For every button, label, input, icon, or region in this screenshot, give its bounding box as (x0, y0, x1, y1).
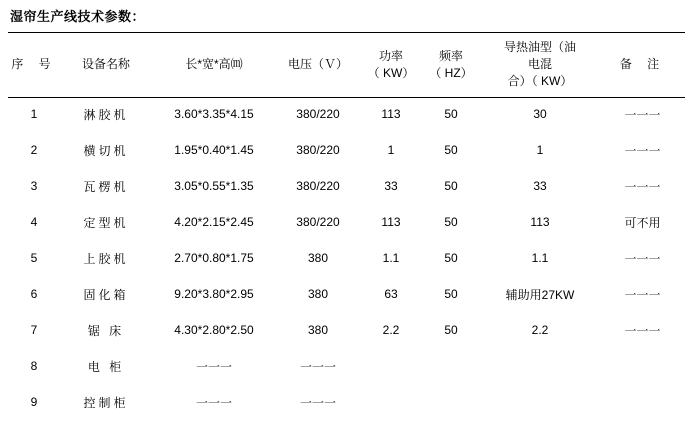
cell-power (360, 348, 422, 384)
table-row (8, 240, 685, 276)
cell-frequency: 50 (444, 179, 458, 193)
cell-name: 锯 床 (87, 323, 125, 338)
cell-oil: 辅助用27KW (505, 287, 575, 302)
cell-frequency (422, 384, 480, 420)
cell-voltage: 380/220 (296, 107, 340, 121)
column-header-oil (480, 33, 600, 96)
cell-oil: 33 (533, 179, 547, 193)
cell-index: 1 (30, 107, 38, 121)
cell-frequency: 50 (444, 251, 458, 265)
column-header-frequency (422, 33, 480, 96)
column-header-oil-line3: 合）（ KW） (507, 74, 573, 88)
cell-dimension: 1.95*0.40*1.45 (174, 143, 254, 157)
column-header-power-line2: （ KW） (367, 65, 415, 80)
cell-voltage: 380 (307, 251, 329, 265)
cell-voltage: 一一一 (299, 395, 336, 410)
table-row (8, 312, 685, 348)
cell-voltage: 380 (307, 323, 329, 337)
cell-index: 4 (30, 215, 38, 229)
table-row (8, 348, 685, 384)
column-header-power-line1: 功率 (378, 48, 403, 63)
cell-power: 1.1 (382, 251, 400, 265)
cell-name: 瓦楞机 (83, 179, 129, 194)
cell-power: 33 (384, 179, 398, 193)
table-body (8, 96, 685, 420)
column-header-frequency-line2: （ HZ） (429, 65, 473, 80)
cell-frequency (422, 348, 480, 384)
cell-note (600, 348, 685, 384)
cell-frequency: 50 (444, 323, 458, 337)
cell-power (360, 384, 422, 420)
cell-power: 2.2 (382, 323, 400, 337)
cell-oil: 1 (536, 143, 544, 157)
column-header-oil-line1: 导热油型（油 (503, 40, 576, 54)
cell-voltage: 一一一 (299, 359, 336, 374)
cell-voltage: 380/220 (296, 143, 340, 157)
table-row (8, 204, 685, 240)
cell-dimension: 3.05*0.55*1.35 (174, 179, 254, 193)
column-header-frequency-line1: 频率 (438, 48, 463, 63)
cell-index: 8 (30, 359, 38, 373)
column-header-power (360, 33, 422, 96)
table-header-row (8, 33, 685, 96)
cell-power: 113 (381, 215, 401, 229)
table-row (8, 276, 685, 312)
cell-name: 固化箱 (83, 287, 129, 302)
cell-frequency: 50 (444, 215, 458, 229)
cell-index: 7 (30, 323, 38, 337)
table-row (8, 168, 685, 204)
cell-oil: 113 (530, 215, 550, 229)
cell-dimension: 9.20*3.80*2.95 (174, 287, 254, 301)
cell-frequency: 50 (444, 107, 458, 121)
cell-voltage: 380/220 (296, 215, 340, 229)
cell-index: 5 (30, 251, 38, 265)
cell-index: 2 (30, 143, 38, 157)
column-header-name: 设备名称 (81, 57, 130, 71)
cell-dimension: 2.70*0.80*1.75 (174, 251, 254, 265)
cell-name: 淋胶机 (83, 107, 129, 122)
column-header-dimension: 长*宽*高⒨ (185, 57, 243, 71)
table-row (8, 132, 685, 168)
cell-oil (480, 348, 600, 384)
cell-name: 横切机 (83, 143, 129, 158)
cell-dimension: 4.30*2.80*2.50 (174, 323, 254, 337)
page-title: 湿帘生产线技术参数： (10, 9, 146, 24)
column-header-note: 备 注 (619, 57, 666, 71)
cell-power: 1 (387, 143, 395, 157)
cell-index: 6 (30, 287, 38, 301)
cell-name: 上胶机 (83, 251, 129, 266)
cell-dimension: 一一一 (195, 395, 232, 410)
cell-note: 一一一 (624, 323, 661, 338)
cell-dimension: 4.20*2.15*2.45 (174, 215, 254, 229)
cell-dimension: 3.60*3.35*4.15 (174, 107, 254, 121)
cell-index: 9 (30, 395, 38, 409)
column-header-index: 序 号 (11, 57, 57, 71)
cell-note: 一一一 (624, 179, 661, 194)
cell-note: 一一一 (624, 143, 661, 158)
cell-frequency: 50 (444, 143, 458, 157)
cell-name: 定型机 (83, 215, 129, 230)
table-row (8, 96, 685, 132)
cell-voltage: 380/220 (296, 179, 340, 193)
cell-note: 一一一 (624, 107, 661, 122)
cell-note: 一一一 (624, 251, 661, 266)
cell-voltage: 380 (307, 287, 329, 301)
cell-note: 可不用 (624, 215, 661, 230)
cell-frequency: 50 (444, 287, 458, 301)
cell-oil: 30 (533, 107, 547, 121)
table-header (8, 33, 685, 96)
cell-oil: 2.2 (531, 323, 549, 337)
cell-note (600, 384, 685, 420)
cell-dimension: 一一一 (195, 359, 232, 374)
column-header-oil-line2: 电混 (527, 57, 552, 71)
cell-note: 一一一 (624, 287, 661, 302)
cell-oil: 1.1 (531, 251, 549, 265)
table-row (8, 384, 685, 420)
cell-power: 113 (381, 107, 401, 121)
cell-power: 63 (384, 287, 398, 301)
spec-table (8, 33, 685, 420)
column-header-voltage: 电压（Ｖ） (287, 57, 348, 71)
cell-index: 3 (30, 179, 38, 193)
cell-name: 控制柜 (83, 395, 129, 410)
cell-name: 电 柜 (87, 359, 125, 374)
cell-oil (480, 384, 600, 420)
